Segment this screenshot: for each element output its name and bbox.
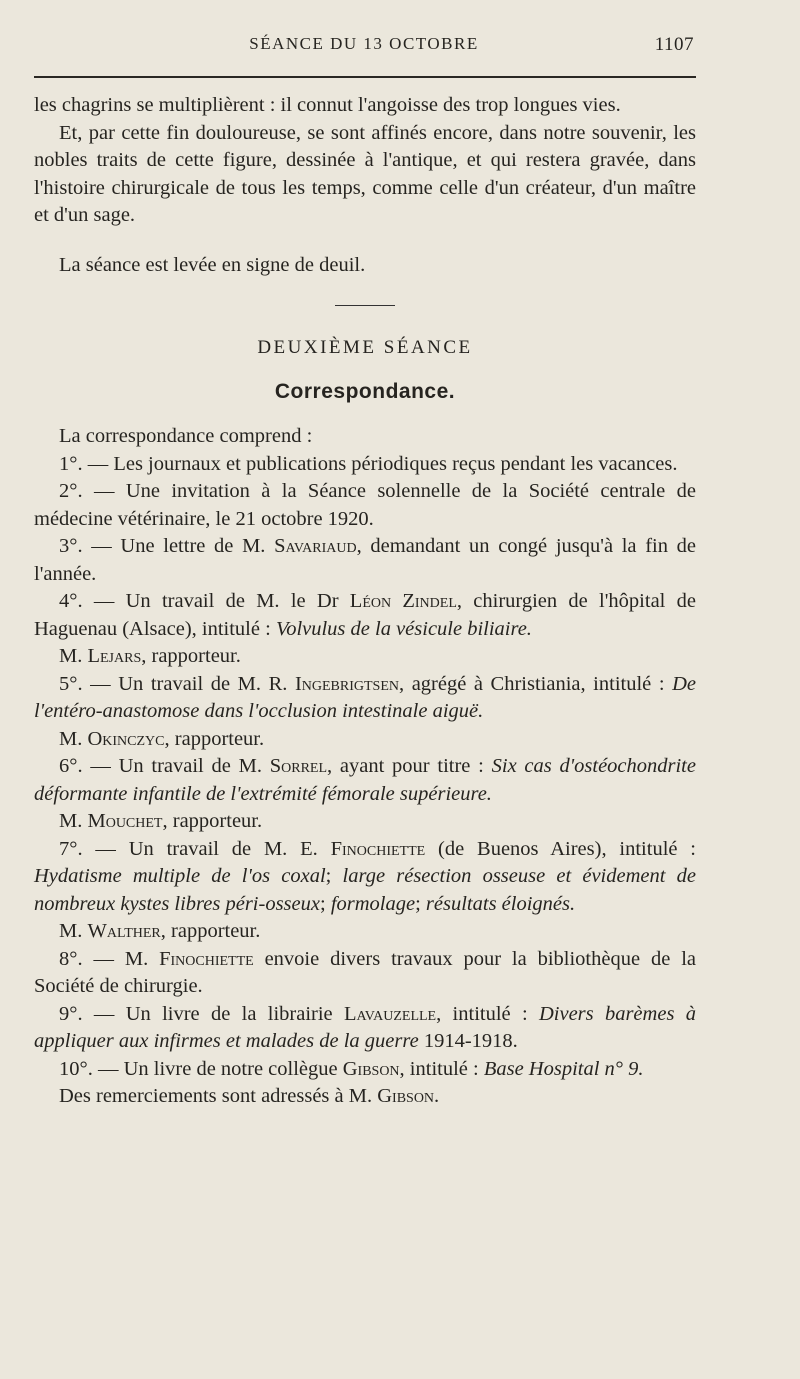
paragraph-eulogy: Et, par cette fin douloureuse, se sont affinés encore, dans notre souvenir, les nobles traits de cette figure, dessinée à l'antique, et qui restera gravée, dans l'histoire chirurgicale de tous les temps, comme celle d'un créateur, d'un maître et d'un sage. [34,121,696,226]
item-7-rapporteur: M. Walther, rapporteur. [59,920,261,942]
author-name: Sorrel [269,755,328,777]
rapporteur-name: Mouchet [87,810,163,832]
rapporteur-name: Walther [87,920,161,942]
item-6-rapporteur: M. Mouchet, rapporteur. [59,810,263,832]
item-1: 1°. — Les journaux et publications périodiques reçus pendant les vacances. [59,452,678,475]
work-title: Volvulus de la vésicule biliaire. [275,617,532,640]
item-9: 9°. — Un livre de la librairie Lavauzelle, intitulé : Divers barèmes à appliquer aux infirmes et malades de la guerre 1914-1918. [34,1002,696,1052]
item-6: 6°. — Un travail de M. Sorrel, ayant pour titre : Six cas d'ostéochondrite déformante infantile de l'extrémité fémorale supérieure. [34,755,696,805]
page-number: 1107 [654,34,694,55]
item-10: 10°. — Un livre de notre collègue Gibson, intitulé : Base Hospital n° 9. [59,1057,644,1080]
paragraph-adjourned: La séance est levée en signe de deuil. [59,253,366,276]
item-5: 5°. — Un travail de M. R. Ingebrigtsen, agrégé à Christiania, intitulé : De l'entéro-anastomose dans l'occlusion intestinale aiguë. [34,672,696,722]
running-header [34,34,694,64]
author-name: Gibson [342,1057,400,1080]
correspondence-lead: La correspondance comprend : [59,425,313,447]
section-separator [335,305,395,306]
section-subtitle: Correspondance. [274,379,456,403]
work-title: résultats éloignés. [425,892,576,915]
thanks-line: Des remerciements sont adressés à M. Gibson. [59,1085,440,1107]
author-name: Ingebrigtsen [294,672,399,695]
work-title: Divers barèmes à appliquer aux infirmes et malades de la guerre [34,1002,696,1052]
header-title: SÉANCE DU 13 OCTOBRE [249,34,479,53]
rapporteur-name: Okinczyc [87,727,165,750]
item-4-rapporteur: M. Lejars, rapporteur. [59,645,241,667]
paragraph-gap [34,230,696,252]
rapporteur-name: Lejars [87,645,142,667]
author-name: Savariaud [274,535,357,557]
item-7: 7°. — Un travail de M. E. Finochiette (de Buenos Aires), intitulé : Hydatisme multiple de l'os coxal; large résection osseuse et évidement de nombreux kystes libres péri-osseux; formolage; résultats éloignés. [34,837,697,915]
author-name: Léon Zindel [349,590,457,612]
work-title: Hydatisme multiple de l'os coxal [34,865,326,887]
item-8: 8°. — M. Finochiette envoie divers travaux pour la bibliothèque de la Société de chirurgie. [34,947,696,997]
author-name: Finochiette [159,947,254,970]
section-title: DEUXIÈME SÉANCE [257,337,473,358]
author-name: Finochiette [330,837,426,860]
work-title: De l'entéro-anastomose dans l'occlusion intestinale aiguë. [34,672,696,722]
work-title: formolage [330,892,416,915]
item-5-rapporteur: M. Okinczyc, rapporteur. [59,727,265,750]
header-rule [34,76,696,78]
page-body [34,92,696,1111]
work-title: Base Hospital n° 9. [483,1057,644,1080]
work-title: large résection osseuse et évidement de nombreux kystes libres péri-osseux [34,865,696,915]
item-4: 4°. — Un travail de M. le Dr Léon Zindel, chirurgien de l'hôpital de Haguenau (Alsace), intitulé : Volvulus de la vésicule biliaire. [34,590,696,640]
item-2: 2°. — Une invitation à la Séance solennelle de la Société centrale de médecine vétérinaire, le 21 octobre 1920. [34,480,696,530]
author-name: Gibson [377,1085,435,1107]
paragraph-continuation: les chagrins se multiplièrent : il connut l'angoisse des trop longues vies. [34,94,621,116]
publisher-name: Lavauzelle [343,1002,437,1025]
work-title: Six cas d'ostéochondrite déformante infantile de l'extrémité fémorale supérieure. [34,755,696,805]
item-3: 3°. — Une lettre de M. Savariaud, demandant un congé jusqu'à la fin de l'année. [34,535,696,585]
